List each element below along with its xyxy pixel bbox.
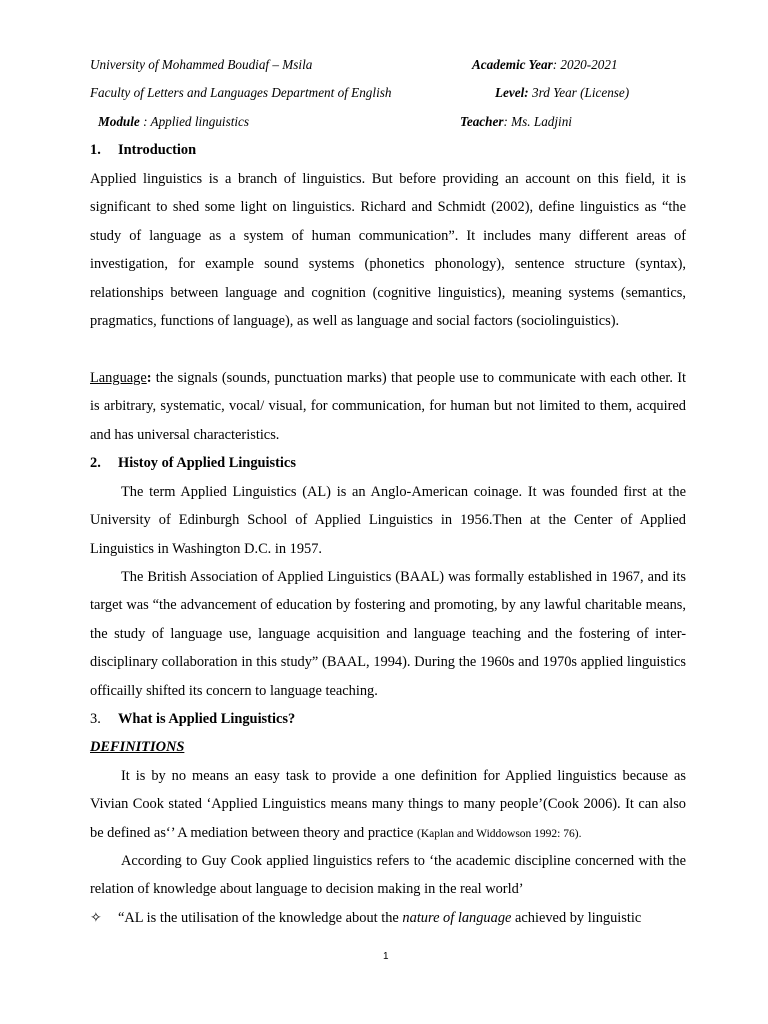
definition-paragraph-1 (90, 762, 686, 848)
section-title: What is Applied Linguistics? (118, 711, 296, 727)
section-introduction-heading (90, 142, 196, 159)
definition-paragraph-1-text: It is by no means an easy task to provide a one definition for Applied linguistics because as Vivian Cook stated ‘Applied Linguistics means many things to many people’(Cook 2006). It can also be defined as‘’ A mediation between theory and practice (90, 768, 686, 841)
module (98, 114, 249, 130)
academic-year-label: Academic Year (472, 57, 553, 72)
introduction-paragraph: Applied linguistics is a branch of linguistics. But before providing an account on this field, it is significant to shed some light on linguistics. Richard and Schmidt (2002), define linguistics as “the study of language as a system of human communication”. It includes many different areas of investigation, for example sound systems (phonetics phonology), sentence structure (syntax), relationships between language and cognition (cognitive linguistics), meaning systems (semantics, pragmatics, functions of language), as well as language and social factors (sociolinguistics). (90, 171, 686, 330)
history-paragraph-1: The term Applied Linguistics (AL) is an Anglo-American coinage. It was founded first at the University of Edinburgh School of Applied Linguistics in 1956.Then at the Center of Applied Linguistics in Washington D.C. in 1957. (90, 484, 686, 557)
academic-year-value: : 2020-2021 (552, 57, 618, 72)
language-definition-paragraph (90, 364, 686, 449)
language-term: Language (90, 370, 147, 386)
language-definition: the signals (sounds, punctuation marks) that people use to communicate with each other. It is arbitrary, systematic, vocal/ visual, for communication, for human but not limited to them, acquired and has universal characteristics. (90, 370, 686, 443)
diamond-bullet-icon: ✧ (90, 911, 102, 926)
teacher (460, 114, 572, 130)
bullet-text-start: “AL is the utilisation of the knowledge about the (118, 910, 403, 926)
definition-paragraph-2: According to Guy Cook applied linguistics refers to ‘the academic discipline concerned with the relation of knowledge about language to decision making in the real world’ (90, 853, 686, 898)
academic-year (472, 57, 618, 73)
level-value: 3rd Year (License) (528, 85, 630, 100)
teacher-label: Teacher (460, 114, 504, 129)
section-number: 2. (90, 455, 101, 471)
level (495, 85, 629, 101)
section-what-is-al-heading (90, 711, 295, 728)
level-label: Level: (495, 85, 529, 100)
bullet-text-end: achieved by linguistic (511, 910, 642, 926)
bullet-definition (118, 910, 686, 927)
section-number: 1. (90, 142, 101, 158)
section-title: Histoy of Applied Linguistics (118, 455, 296, 471)
module-value: : Applied linguistics (139, 114, 250, 129)
faculty-name: Faculty of Letters and Languages Department of English (90, 85, 392, 100)
section-number: 3. (90, 711, 101, 727)
kaplan-citation: (Kaplan and Widdowson 1992: 76). (417, 827, 582, 840)
history-paragraph-2: The British Association of Applied Linguistics (BAAL) was formally established in 1967, and its target was “the advancement of education by fostering and promoting, by any lawful charitable means, the study of language use, language acquisition and language teaching and the fostering of inter-disciplinary collaboration in this study” (BAAL, 1994). During the 1960s and 1970s applied linguistics officailly shifted its concern to language teaching. (90, 569, 686, 699)
language-colon: : (146, 370, 152, 386)
section-title: Introduction (118, 142, 197, 158)
university-name: University of Mohammed Boudiaf – Msila (90, 57, 313, 72)
section-history-heading (90, 455, 296, 472)
bullet-text-italic: nature of language (402, 910, 512, 926)
module-label: Module (98, 114, 140, 129)
teacher-value: : Ms. Ladjini (503, 114, 572, 129)
page-number: 1 (383, 951, 389, 962)
definitions-heading: DEFINITIONS (90, 739, 185, 755)
